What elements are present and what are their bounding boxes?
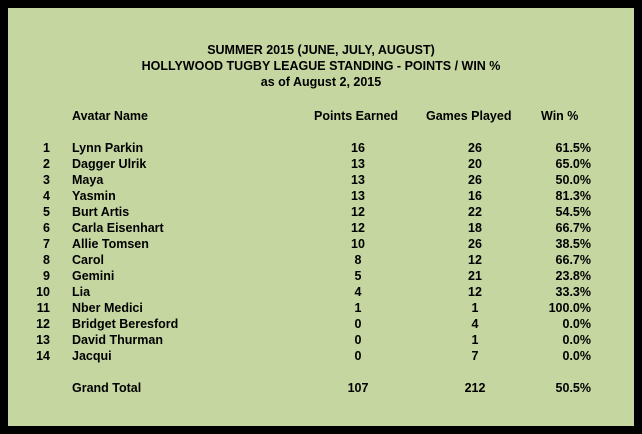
row-win-percent: 54.5% (555, 205, 591, 219)
row-rank: 7 (43, 237, 50, 251)
row-rank: 2 (43, 157, 50, 171)
row-games-played: 12 (468, 253, 482, 267)
row-points-earned: 13 (351, 173, 365, 187)
row-points-earned: 12 (351, 221, 365, 235)
grand-total-label: Grand Total (72, 381, 142, 395)
row-avatar-name: Yasmin (72, 189, 116, 203)
row-games-played: 7 (471, 349, 479, 363)
row-avatar-name: Jacqui (72, 349, 112, 363)
row-points-earned: 0 (354, 317, 362, 331)
row-games-played: 20 (468, 157, 482, 171)
row-rank: 10 (36, 285, 50, 299)
row-games-played: 22 (468, 205, 482, 219)
row-avatar-name: Gemini (72, 269, 115, 283)
row-games-played: 18 (468, 221, 482, 235)
row-rank: 5 (43, 205, 50, 219)
row-points-earned: 16 (351, 141, 365, 155)
row-avatar-name: Dagger Ulrik (72, 157, 147, 171)
row-games-played: 21 (468, 269, 482, 283)
row-win-percent: 66.7% (555, 221, 591, 235)
row-avatar-name: Carol (72, 253, 104, 267)
column-header-points-earned: Points Earned (314, 109, 399, 123)
row-games-played: 1 (471, 301, 479, 315)
row-avatar-name: Maya (72, 173, 104, 187)
row-win-percent: 23.8% (555, 269, 591, 283)
row-points-earned: 8 (354, 253, 362, 267)
row-points-earned: 4 (354, 285, 362, 299)
row-avatar-name: Bridget Beresford (72, 317, 179, 331)
column-header-avatar-name: Avatar Name (72, 109, 148, 123)
row-games-played: 12 (468, 285, 482, 299)
row-points-earned: 0 (354, 333, 362, 347)
row-win-percent: 66.7% (555, 253, 591, 267)
column-header-win-percent: Win % (541, 109, 579, 123)
row-win-percent: 0.0% (562, 317, 591, 331)
row-win-percent: 100.0% (548, 301, 591, 315)
row-rank: 6 (43, 221, 50, 235)
row-win-percent: 81.3% (555, 189, 591, 203)
row-rank: 12 (36, 317, 50, 331)
row-points-earned: 1 (354, 301, 362, 315)
column-header-games-played: Games Played (426, 109, 512, 123)
row-rank: 4 (43, 189, 50, 203)
row-rank: 8 (43, 253, 50, 267)
row-avatar-name: Allie Tomsen (72, 237, 149, 251)
row-points-earned: 12 (351, 205, 365, 219)
report-title-date: as of August 2, 2015 (260, 75, 382, 89)
row-games-played: 26 (468, 141, 482, 155)
row-avatar-name: Carla Eisenhart (72, 221, 164, 235)
row-games-played: 26 (468, 237, 482, 251)
row-win-percent: 61.5% (555, 141, 591, 155)
grand-total-points: 107 (347, 381, 369, 395)
row-points-earned: 13 (351, 157, 365, 171)
grand-total-games: 212 (464, 381, 486, 395)
row-avatar-name: Lia (72, 285, 91, 299)
row-games-played: 26 (468, 173, 482, 187)
row-points-earned: 10 (351, 237, 365, 251)
row-rank: 13 (36, 333, 50, 347)
row-points-earned: 0 (354, 349, 362, 363)
row-win-percent: 33.3% (555, 285, 591, 299)
row-rank: 3 (43, 173, 50, 187)
row-win-percent: 0.0% (562, 333, 591, 347)
row-games-played: 16 (468, 189, 482, 203)
row-points-earned: 13 (351, 189, 365, 203)
row-win-percent: 65.0% (555, 157, 591, 171)
row-avatar-name: David Thurman (72, 333, 163, 347)
grand-total-win-percent: 50.5% (555, 381, 591, 395)
row-rank: 1 (43, 141, 50, 155)
report-title-league: HOLLYWOOD TUGBY LEAGUE STANDING - POINTS / WIN % (141, 59, 501, 73)
row-avatar-name: Nber Medici (72, 301, 143, 315)
row-points-earned: 5 (354, 269, 362, 283)
row-avatar-name: Burt Artis (72, 205, 130, 219)
row-games-played: 4 (471, 317, 479, 331)
row-rank: 11 (36, 301, 50, 315)
row-rank: 14 (36, 349, 50, 363)
row-win-percent: 50.0% (555, 173, 591, 187)
row-win-percent: 0.0% (562, 349, 591, 363)
row-avatar-name: Lynn Parkin (72, 141, 144, 155)
row-games-played: 1 (471, 333, 479, 347)
row-rank: 9 (43, 269, 50, 283)
row-win-percent: 38.5% (555, 237, 591, 251)
report-title-season: SUMMER 2015 (JUNE, JULY, AUGUST) (207, 43, 435, 57)
